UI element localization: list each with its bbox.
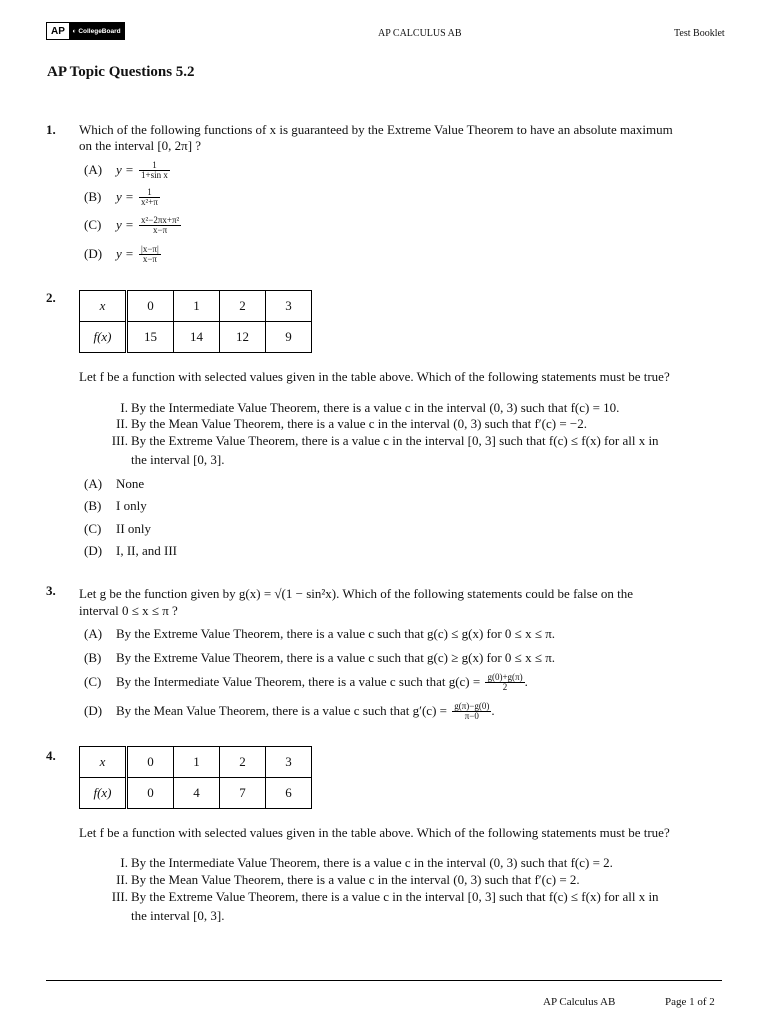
q3-option-b[interactable] xyxy=(84,650,555,666)
fraction xyxy=(139,245,161,265)
q4-value-table xyxy=(79,746,312,809)
q2-statement-3-cont xyxy=(102,452,225,468)
table-cell: 1 xyxy=(174,291,220,322)
roman-numeral: I. xyxy=(120,400,128,415)
table-cell: 4 xyxy=(174,778,220,809)
table-cell: 12 xyxy=(220,322,266,353)
q1-option-d[interactable] xyxy=(84,245,161,265)
statement-text: By the Mean Value Theorem, there is a value c in the interval (0, 3) such that f′(c) = 2. xyxy=(131,872,580,887)
q1-option-b[interactable] xyxy=(84,188,160,208)
denominator: x−π xyxy=(142,254,157,265)
table-header-fx: f(x) xyxy=(80,322,127,353)
q1-stem-line1: Which of the following functions of x is guaranteed by the Extreme Value Theorem to have an absolute maximum xyxy=(79,122,673,137)
option-label: (A) xyxy=(84,476,103,491)
q4-statement-3-cont xyxy=(102,908,225,924)
denominator: x−π xyxy=(153,225,168,236)
q1-stem-line2: on the interval [0, 2π] ? xyxy=(79,138,202,153)
option-text: I only xyxy=(116,498,147,513)
q4-stem: Let f be a function with selected values given in the table above. Which of the following statements must be true? xyxy=(79,825,670,840)
statement-text: the interval [0, 3]. xyxy=(131,908,225,923)
roman-numeral: III. xyxy=(111,889,128,904)
option-lhs: y = xyxy=(116,161,134,177)
footer-page-number: Page 1 of 2 xyxy=(665,996,715,1008)
table-cell: 2 xyxy=(220,291,266,322)
numerator: |x−π| xyxy=(141,244,159,254)
option-label: (D) xyxy=(84,245,103,261)
option-label: (C) xyxy=(84,216,102,232)
option-label: (B) xyxy=(84,498,102,513)
roman-numeral: II. xyxy=(116,416,128,431)
table-cell: 14 xyxy=(174,322,220,353)
q3-stem-line1: Let g be the function given by g(x) = √(1 − sin²x). Which of the following statements could be false on the xyxy=(79,586,633,601)
table-cell: 0 xyxy=(127,747,174,778)
q1-option-a[interactable] xyxy=(84,161,170,181)
statement-text: By the Mean Value Theorem, there is a value c in the interval (0, 3) such that f′(c) = −2. xyxy=(131,416,587,431)
q4-statement-2 xyxy=(102,872,580,888)
table-header-x: x xyxy=(80,291,127,322)
q2-option-d[interactable] xyxy=(84,543,177,559)
q4-statement-3 xyxy=(102,889,659,905)
logo-ap: AP xyxy=(47,23,69,39)
option-label: (C) xyxy=(84,521,102,536)
option-lhs: y = xyxy=(116,188,134,204)
table-cell: 1 xyxy=(174,747,220,778)
header-course: AP CALCULUS AB xyxy=(378,28,462,39)
numerator: x²−2πx+π² xyxy=(141,215,180,225)
footer-divider xyxy=(46,980,722,981)
statement-text: By the Intermediate Value Theorem, there is a value c in the interval (0, 3) such that f(c) = 10. xyxy=(131,400,620,415)
table-cell: 2 xyxy=(220,747,266,778)
statement-text: By the Extreme Value Theorem, there is a value c in the interval [0, 3] such that f(c) ≤ f(x) for all x in xyxy=(131,433,659,448)
q3-stem-line2: interval 0 ≤ x ≤ π ? xyxy=(79,603,178,618)
q2-statement-2 xyxy=(102,416,587,432)
q3-number: 3. xyxy=(46,583,56,598)
fraction xyxy=(139,216,181,236)
option-lhs: y = xyxy=(116,216,134,232)
fraction xyxy=(485,673,524,693)
option-text: II only xyxy=(116,521,152,536)
q2-value-table xyxy=(79,290,312,353)
table-row xyxy=(80,778,312,809)
numerator: g(π)−g(0) xyxy=(454,701,490,711)
table-cell: 9 xyxy=(266,322,312,353)
q4-number: 4. xyxy=(46,748,56,763)
footer-course: AP Calculus AB xyxy=(543,996,616,1008)
table-cell: 3 xyxy=(266,291,312,322)
option-label: (C) xyxy=(84,673,102,689)
table-header-fx: f(x) xyxy=(80,778,127,809)
q2-option-b[interactable] xyxy=(84,498,147,514)
table-cell: 7 xyxy=(220,778,266,809)
denominator: 1+sin x xyxy=(141,170,168,181)
q2-option-c[interactable] xyxy=(84,521,151,537)
fraction xyxy=(139,161,170,181)
option-label: (B) xyxy=(84,650,102,665)
numerator: 1 xyxy=(139,188,160,198)
acorn-icon: ◐ xyxy=(72,27,77,35)
q2-number: 2. xyxy=(46,290,56,305)
header-booklet: Test Booklet xyxy=(674,28,725,39)
option-text: By the Extreme Value Theorem, there is a value c such that g(c) ≥ g(x) for 0 ≤ x ≤ π. xyxy=(116,650,556,665)
numerator: g(0)+g(π) xyxy=(487,672,523,682)
q3-option-d[interactable]: (D) By the Mean Value Theorem, there is a value c such that g′(c) = $\frac{g(\pi)-g(0)}{\pi-0}$ . xyxy=(84,701,495,722)
denominator: 2 xyxy=(502,682,508,693)
logo-cb-text: CollegeBoard xyxy=(78,27,121,35)
q1-option-c[interactable] xyxy=(84,216,181,236)
q2-statement-1 xyxy=(102,400,619,416)
option-label: (B) xyxy=(84,188,102,204)
fraction xyxy=(139,188,160,208)
option-label: (A) xyxy=(84,161,103,177)
roman-numeral: I. xyxy=(120,855,128,870)
table-row xyxy=(80,322,312,353)
roman-numeral: III. xyxy=(111,433,128,448)
option-label: (D) xyxy=(84,543,103,558)
option-text: I, II, and III xyxy=(116,543,177,558)
option-text: By the Intermediate Value Theorem, there is a value c such that g(c) = xyxy=(116,673,481,689)
table-row xyxy=(80,747,312,778)
table-cell: 15 xyxy=(127,322,174,353)
table-cell: 3 xyxy=(266,747,312,778)
numerator: 1 xyxy=(139,161,170,171)
table-row xyxy=(80,291,312,322)
table-cell: 0 xyxy=(127,778,174,809)
q2-option-a[interactable] xyxy=(84,476,144,492)
q3-option-c[interactable]: (C) By the Intermediate Value Theorem, there is a value c such that g(c) = $\frac{g(0)+g(\pi)}{2}$ . xyxy=(84,672,528,693)
statement-text: the interval [0, 3]. xyxy=(131,452,225,467)
denominator: π−0 xyxy=(464,711,479,722)
option-text: By the Extreme Value Theorem, there is a value c such that g(c) ≤ g(x) for 0 ≤ x ≤ π. xyxy=(116,626,556,641)
q2-stem: Let f be a function with selected values given in the table above. Which of the following statements must be true? xyxy=(79,369,670,384)
q1-number: 1. xyxy=(46,122,56,137)
q3-option-a[interactable] xyxy=(84,626,555,642)
table-cell: 0 xyxy=(127,291,174,322)
q4-statement-1 xyxy=(102,855,613,871)
table-header-x: x xyxy=(80,747,127,778)
option-label: (A) xyxy=(84,626,103,641)
fraction xyxy=(452,702,491,722)
q2-statement-3 xyxy=(102,433,659,449)
statement-text: By the Intermediate Value Theorem, there is a value c in the interval (0, 3) such that f(c) = 2. xyxy=(131,855,613,870)
option-text: By the Mean Value Theorem, there is a value c such that g′(c) = xyxy=(116,702,447,718)
option-text: None xyxy=(116,476,145,491)
option-lhs: y = xyxy=(116,245,134,261)
roman-numeral: II. xyxy=(116,872,128,887)
denominator: x²+π xyxy=(141,197,158,208)
college-board-logo xyxy=(46,22,125,40)
page-title: AP Topic Questions 5.2 xyxy=(47,64,195,80)
logo-college-board xyxy=(69,23,124,39)
table-cell: 6 xyxy=(266,778,312,809)
statement-text: By the Extreme Value Theorem, there is a value c in the interval [0, 3] such that f(c) ≤ f(x) for all x in xyxy=(131,889,659,904)
option-label: (D) xyxy=(84,702,103,718)
